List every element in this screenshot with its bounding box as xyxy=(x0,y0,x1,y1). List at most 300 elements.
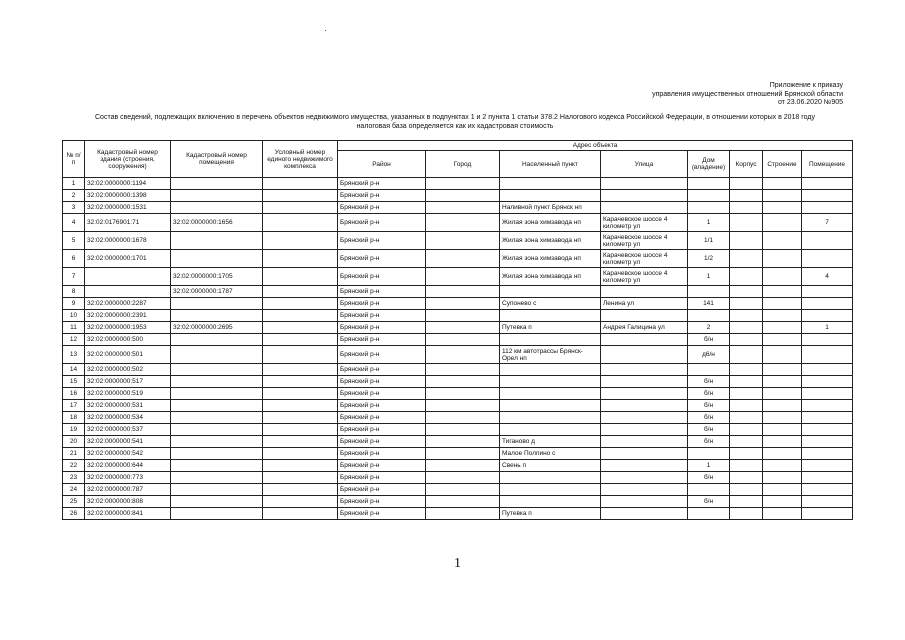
building-cadastral-cell: 32:02:0000000:1701 xyxy=(85,250,171,268)
building-cadastral-cell: 32:02:0000000:519 xyxy=(85,388,171,400)
settlement-cell: Свень п xyxy=(500,460,601,472)
house-cell: 1/2 xyxy=(688,250,730,268)
building-cadastral-cell: 32:02:0176901:71 xyxy=(85,214,171,232)
street-cell xyxy=(601,334,688,346)
korpus-cell xyxy=(730,334,763,346)
col-settlement: Населенный пункт xyxy=(500,151,601,178)
district-cell: Брянский р-н xyxy=(338,310,426,322)
complex-number-cell xyxy=(263,298,338,310)
settlement-cell: Малое Полпино с xyxy=(500,448,601,460)
stroenie-cell xyxy=(763,178,802,190)
table-row xyxy=(63,310,853,322)
settlement-cell xyxy=(500,472,601,484)
city-cell xyxy=(426,250,500,268)
scan-speck xyxy=(325,30,326,31)
row-num-cell: 23 xyxy=(63,472,85,484)
premises-cadastral-cell xyxy=(171,178,263,190)
col-district: Район xyxy=(338,151,426,178)
settlement-cell xyxy=(500,400,601,412)
table-row xyxy=(63,334,853,346)
korpus-cell xyxy=(730,400,763,412)
complex-number-cell xyxy=(263,412,338,424)
street-cell xyxy=(601,424,688,436)
premises-cadastral-cell xyxy=(171,310,263,322)
district-cell: Брянский р-н xyxy=(338,178,426,190)
stroenie-cell xyxy=(763,448,802,460)
table-row xyxy=(63,364,853,376)
row-num-cell: 20 xyxy=(63,436,85,448)
city-cell xyxy=(426,472,500,484)
house-cell: б/н xyxy=(688,496,730,508)
city-cell xyxy=(426,286,500,298)
premises-cadastral-cell xyxy=(171,424,263,436)
district-cell: Брянский р-н xyxy=(338,346,426,364)
city-cell xyxy=(426,496,500,508)
korpus-cell xyxy=(730,460,763,472)
korpus-cell xyxy=(730,268,763,286)
settlement-cell: Жилая зона химзавода нп xyxy=(500,232,601,250)
pomeshchenie-cell xyxy=(802,412,853,424)
street-cell xyxy=(601,178,688,190)
pomeshchenie-cell xyxy=(802,400,853,412)
settlement-cell xyxy=(500,364,601,376)
district-cell: Брянский р-н xyxy=(338,190,426,202)
street-cell xyxy=(601,484,688,496)
complex-number-cell xyxy=(263,388,338,400)
premises-cadastral-cell xyxy=(171,484,263,496)
street-cell: Андрея Галицина ул xyxy=(601,322,688,334)
col-city: Город xyxy=(426,151,500,178)
row-num-cell: 18 xyxy=(63,412,85,424)
korpus-cell xyxy=(730,496,763,508)
premises-cadastral-cell: 32:02:0000000:2695 xyxy=(171,322,263,334)
house-cell: б/н xyxy=(688,436,730,448)
col-stroenie: Строение xyxy=(763,151,802,178)
street-cell: Ленина ул xyxy=(601,298,688,310)
pomeshchenie-cell: 4 xyxy=(802,268,853,286)
table-row xyxy=(63,190,853,202)
building-cadastral-cell: 32:02:0000000:501 xyxy=(85,346,171,364)
house-cell: 2 xyxy=(688,322,730,334)
house-cell: б/н xyxy=(688,334,730,346)
settlement-cell: Жилая зона химзавода нп xyxy=(500,268,601,286)
district-cell: Брянский р-н xyxy=(338,496,426,508)
stroenie-cell xyxy=(763,388,802,400)
city-cell xyxy=(426,484,500,496)
premises-cadastral-cell xyxy=(171,472,263,484)
table-row xyxy=(63,286,853,298)
house-cell xyxy=(688,190,730,202)
premises-cadastral-cell xyxy=(171,412,263,424)
stroenie-cell xyxy=(763,322,802,334)
city-cell xyxy=(426,178,500,190)
settlement-cell xyxy=(500,190,601,202)
pomeshchenie-cell xyxy=(802,436,853,448)
building-cadastral-cell: 32:02:0000000:1398 xyxy=(85,190,171,202)
premises-cadastral-cell xyxy=(171,250,263,268)
city-cell xyxy=(426,448,500,460)
city-cell xyxy=(426,508,500,520)
city-cell xyxy=(426,214,500,232)
building-cadastral-cell: 32:02:0000000:502 xyxy=(85,364,171,376)
table-row xyxy=(63,388,853,400)
korpus-cell xyxy=(730,412,763,424)
complex-number-cell xyxy=(263,496,338,508)
pomeshchenie-cell xyxy=(802,424,853,436)
stroenie-cell xyxy=(763,484,802,496)
city-cell xyxy=(426,400,500,412)
house-cell: б/н xyxy=(688,424,730,436)
house-cell: б/н xyxy=(688,376,730,388)
district-cell: Брянский р-н xyxy=(338,472,426,484)
table-row xyxy=(63,178,853,190)
col-building-cadastral: Кадастровый номер здания (строения, сооружения) xyxy=(85,141,171,178)
pomeshchenie-cell xyxy=(802,310,853,322)
city-cell xyxy=(426,346,500,364)
row-num-cell: 6 xyxy=(63,250,85,268)
complex-number-cell xyxy=(263,346,338,364)
row-num-cell: 7 xyxy=(63,268,85,286)
premises-cadastral-cell xyxy=(171,346,263,364)
district-cell: Брянский р-н xyxy=(338,334,426,346)
city-cell xyxy=(426,334,500,346)
complex-number-cell xyxy=(263,334,338,346)
house-cell: б/н xyxy=(688,412,730,424)
row-num-cell: 8 xyxy=(63,286,85,298)
col-address-group: Адрес объекта xyxy=(338,141,853,151)
row-num-cell: 19 xyxy=(63,424,85,436)
complex-number-cell xyxy=(263,448,338,460)
district-cell: Брянский р-н xyxy=(338,364,426,376)
premises-cadastral-cell xyxy=(171,436,263,448)
stroenie-cell xyxy=(763,232,802,250)
row-num-cell: 24 xyxy=(63,484,85,496)
pomeshchenie-cell: 1 xyxy=(802,322,853,334)
house-cell xyxy=(688,202,730,214)
premises-cadastral-cell xyxy=(171,202,263,214)
page-number: 1 xyxy=(454,556,461,571)
pomeshchenie-cell xyxy=(802,232,853,250)
pomeshchenie-cell xyxy=(802,178,853,190)
building-cadastral-cell: 32:02:0000000:517 xyxy=(85,376,171,388)
house-cell: б/н xyxy=(688,472,730,484)
col-pomeshchenie: Помещение xyxy=(802,151,853,178)
korpus-cell xyxy=(730,424,763,436)
pomeshchenie-cell xyxy=(802,364,853,376)
complex-number-cell xyxy=(263,250,338,268)
street-cell xyxy=(601,190,688,202)
district-cell: Брянский р-н xyxy=(338,286,426,298)
premises-cadastral-cell xyxy=(171,298,263,310)
korpus-cell xyxy=(730,232,763,250)
table-row xyxy=(63,250,853,268)
settlement-cell xyxy=(500,376,601,388)
street-cell xyxy=(601,412,688,424)
stroenie-cell xyxy=(763,346,802,364)
premises-cadastral-cell: 32:02:0000000:1656 xyxy=(171,214,263,232)
settlement-cell xyxy=(500,286,601,298)
building-cadastral-cell: 32:02:0000000:841 xyxy=(85,508,171,520)
street-cell xyxy=(601,286,688,298)
complex-number-cell xyxy=(263,268,338,286)
settlement-cell: Тиганово д xyxy=(500,436,601,448)
korpus-cell xyxy=(730,508,763,520)
table-row xyxy=(63,346,853,364)
premises-cadastral-cell xyxy=(171,388,263,400)
premises-cadastral-cell xyxy=(171,508,263,520)
house-cell xyxy=(688,286,730,298)
building-cadastral-cell: 32:02:0000000:1953 xyxy=(85,322,171,334)
district-cell: Брянский р-н xyxy=(338,202,426,214)
district-cell: Брянский р-н xyxy=(338,322,426,334)
stroenie-cell xyxy=(763,286,802,298)
district-cell: Брянский р-н xyxy=(338,268,426,286)
pomeshchenie-cell: 7 xyxy=(802,214,853,232)
street-cell xyxy=(601,202,688,214)
row-num-cell: 26 xyxy=(63,508,85,520)
city-cell xyxy=(426,310,500,322)
complex-number-cell xyxy=(263,436,338,448)
table-row xyxy=(63,436,853,448)
complex-number-cell xyxy=(263,472,338,484)
house-cell: 1 xyxy=(688,460,730,472)
stroenie-cell xyxy=(763,460,802,472)
korpus-cell xyxy=(730,376,763,388)
premises-cadastral-cell xyxy=(171,400,263,412)
korpus-cell xyxy=(730,298,763,310)
stroenie-cell xyxy=(763,334,802,346)
street-cell xyxy=(601,400,688,412)
premises-cadastral-cell xyxy=(171,496,263,508)
district-cell: Брянский р-н xyxy=(338,460,426,472)
col-korpus: Корпус xyxy=(730,151,763,178)
stroenie-cell xyxy=(763,268,802,286)
stroenie-cell xyxy=(763,190,802,202)
house-cell: 1/1 xyxy=(688,232,730,250)
table-row xyxy=(63,322,853,334)
property-table xyxy=(62,140,853,520)
row-num-cell: 2 xyxy=(63,190,85,202)
premises-cadastral-cell xyxy=(171,232,263,250)
district-cell: Брянский р-н xyxy=(338,214,426,232)
korpus-cell xyxy=(730,310,763,322)
col-house: Дом (владение) xyxy=(688,151,730,178)
district-cell: Брянский р-н xyxy=(338,250,426,268)
row-num-cell: 21 xyxy=(63,448,85,460)
pomeshchenie-cell xyxy=(802,346,853,364)
col-premises-cadastral: Кадастровый номер помещения xyxy=(171,141,263,178)
pomeshchenie-cell xyxy=(802,496,853,508)
document-title-line2: налоговая база определяется как их кадастровая стоимость xyxy=(356,122,554,130)
complex-number-cell xyxy=(263,202,338,214)
house-cell xyxy=(688,484,730,496)
table-row xyxy=(63,412,853,424)
order-header-line1: Приложение к приказу xyxy=(769,82,843,89)
table-row xyxy=(63,400,853,412)
street-cell xyxy=(601,364,688,376)
city-cell xyxy=(426,298,500,310)
pomeshchenie-cell xyxy=(802,460,853,472)
district-cell: Брянский р-н xyxy=(338,388,426,400)
building-cadastral-cell: 32:02:0000000:500 xyxy=(85,334,171,346)
street-cell xyxy=(601,508,688,520)
house-cell xyxy=(688,178,730,190)
stroenie-cell xyxy=(763,250,802,268)
row-num-cell: 17 xyxy=(63,400,85,412)
order-header-line3: от 23.06.2020 №905 xyxy=(777,99,843,106)
pomeshchenie-cell xyxy=(802,472,853,484)
table-row xyxy=(63,472,853,484)
stroenie-cell xyxy=(763,436,802,448)
building-cadastral-cell: 32:02:0000000:542 xyxy=(85,448,171,460)
city-cell xyxy=(426,460,500,472)
row-num-cell: 25 xyxy=(63,496,85,508)
building-cadastral-cell xyxy=(85,286,171,298)
district-cell: Брянский р-н xyxy=(338,232,426,250)
building-cadastral-cell: 32:02:0000000:537 xyxy=(85,424,171,436)
house-cell: б/н xyxy=(688,388,730,400)
street-cell xyxy=(601,472,688,484)
house-cell: д6/н xyxy=(688,346,730,364)
street-cell xyxy=(601,448,688,460)
premises-cadastral-cell xyxy=(171,448,263,460)
settlement-cell: 112 км автотрассы Брянск-Орел нп xyxy=(500,346,601,364)
building-cadastral-cell: 32:02:0000000:2287 xyxy=(85,298,171,310)
premises-cadastral-cell xyxy=(171,460,263,472)
building-cadastral-cell: 32:02:0000000:644 xyxy=(85,460,171,472)
street-cell xyxy=(601,436,688,448)
table-row xyxy=(63,298,853,310)
city-cell xyxy=(426,424,500,436)
settlement-cell: Наливной пункт Брянск нп xyxy=(500,202,601,214)
table-row xyxy=(63,268,853,286)
korpus-cell xyxy=(730,250,763,268)
district-cell: Брянский р-н xyxy=(338,436,426,448)
pomeshchenie-cell xyxy=(802,286,853,298)
district-cell: Брянский р-н xyxy=(338,448,426,460)
korpus-cell xyxy=(730,322,763,334)
pomeshchenie-cell xyxy=(802,202,853,214)
complex-number-cell xyxy=(263,364,338,376)
row-num-cell: 22 xyxy=(63,460,85,472)
complex-number-cell xyxy=(263,484,338,496)
house-cell xyxy=(688,448,730,460)
premises-cadastral-cell xyxy=(171,376,263,388)
premises-cadastral-cell xyxy=(171,190,263,202)
premises-cadastral-cell xyxy=(171,364,263,376)
district-cell: Брянский р-н xyxy=(338,484,426,496)
row-num-cell: 3 xyxy=(63,202,85,214)
stroenie-cell xyxy=(763,214,802,232)
row-num-cell: 5 xyxy=(63,232,85,250)
complex-number-cell xyxy=(263,190,338,202)
city-cell xyxy=(426,322,500,334)
korpus-cell xyxy=(730,214,763,232)
col-num: № п/п xyxy=(63,141,85,178)
premises-cadastral-cell: 32:02:0000000:1705 xyxy=(171,268,263,286)
stroenie-cell xyxy=(763,508,802,520)
settlement-cell xyxy=(500,310,601,322)
complex-number-cell xyxy=(263,286,338,298)
korpus-cell xyxy=(730,178,763,190)
pomeshchenie-cell xyxy=(802,508,853,520)
city-cell xyxy=(426,364,500,376)
table-row xyxy=(63,424,853,436)
complex-number-cell xyxy=(263,424,338,436)
korpus-cell xyxy=(730,448,763,460)
premises-cadastral-cell: 32:02:0000000:1787 xyxy=(171,286,263,298)
street-cell: Карачевское шоссе 4 километр ул xyxy=(601,232,688,250)
city-cell xyxy=(426,232,500,250)
premises-cadastral-cell xyxy=(171,334,263,346)
pomeshchenie-cell xyxy=(802,448,853,460)
complex-number-cell xyxy=(263,232,338,250)
building-cadastral-cell: 32:02:0000000:531 xyxy=(85,400,171,412)
settlement-cell: Жилая зона химзавода нп xyxy=(500,250,601,268)
document-title-line1: Состав сведений, подлежащих включению в перечень объектов недвижимого имущества, указанных в подпунктах 1 и 2 пункта 1 статьи 378.2 Налогового кодекса Российской Федерации, в отношении которых в 2018 году xyxy=(95,114,815,121)
stroenie-cell xyxy=(763,412,802,424)
building-cadastral-cell: 32:02:0000000:1678 xyxy=(85,232,171,250)
street-cell: Карачевское шоссе 4 километр ул xyxy=(601,268,688,286)
korpus-cell xyxy=(730,388,763,400)
stroenie-cell xyxy=(763,496,802,508)
street-cell xyxy=(601,460,688,472)
korpus-cell xyxy=(730,286,763,298)
complex-number-cell xyxy=(263,376,338,388)
pomeshchenie-cell xyxy=(802,190,853,202)
stroenie-cell xyxy=(763,472,802,484)
korpus-cell xyxy=(730,364,763,376)
stroenie-cell xyxy=(763,298,802,310)
settlement-cell: Путевка п xyxy=(500,508,601,520)
complex-number-cell xyxy=(263,400,338,412)
street-cell xyxy=(601,376,688,388)
building-cadastral-cell: 32:02:0000000:541 xyxy=(85,436,171,448)
document-title xyxy=(60,114,850,131)
col-street: Улица xyxy=(601,151,688,178)
street-cell xyxy=(601,310,688,322)
street-cell xyxy=(601,496,688,508)
house-cell xyxy=(688,508,730,520)
house-cell xyxy=(688,364,730,376)
stroenie-cell xyxy=(763,310,802,322)
settlement-cell xyxy=(500,178,601,190)
table-row xyxy=(63,508,853,520)
settlement-cell xyxy=(500,484,601,496)
complex-number-cell xyxy=(263,214,338,232)
street-cell xyxy=(601,388,688,400)
table-row xyxy=(63,376,853,388)
settlement-cell xyxy=(500,412,601,424)
city-cell xyxy=(426,190,500,202)
row-num-cell: 1 xyxy=(63,178,85,190)
settlement-cell: Жилая зона химзавода нп xyxy=(500,214,601,232)
settlement-cell xyxy=(500,388,601,400)
table-row xyxy=(63,202,853,214)
order-header-line2: управления имущественных отношений Брянской области xyxy=(652,90,843,98)
korpus-cell xyxy=(730,484,763,496)
pomeshchenie-cell xyxy=(802,388,853,400)
city-cell xyxy=(426,376,500,388)
house-cell: 1 xyxy=(688,268,730,286)
district-cell: Брянский р-н xyxy=(338,400,426,412)
building-cadastral-cell: 32:02:0000000:787 xyxy=(85,484,171,496)
house-cell: 141 xyxy=(688,298,730,310)
district-cell: Брянский р-н xyxy=(338,424,426,436)
street-cell xyxy=(601,346,688,364)
building-cadastral-cell: 32:02:0000000:808 xyxy=(85,496,171,508)
korpus-cell xyxy=(730,472,763,484)
